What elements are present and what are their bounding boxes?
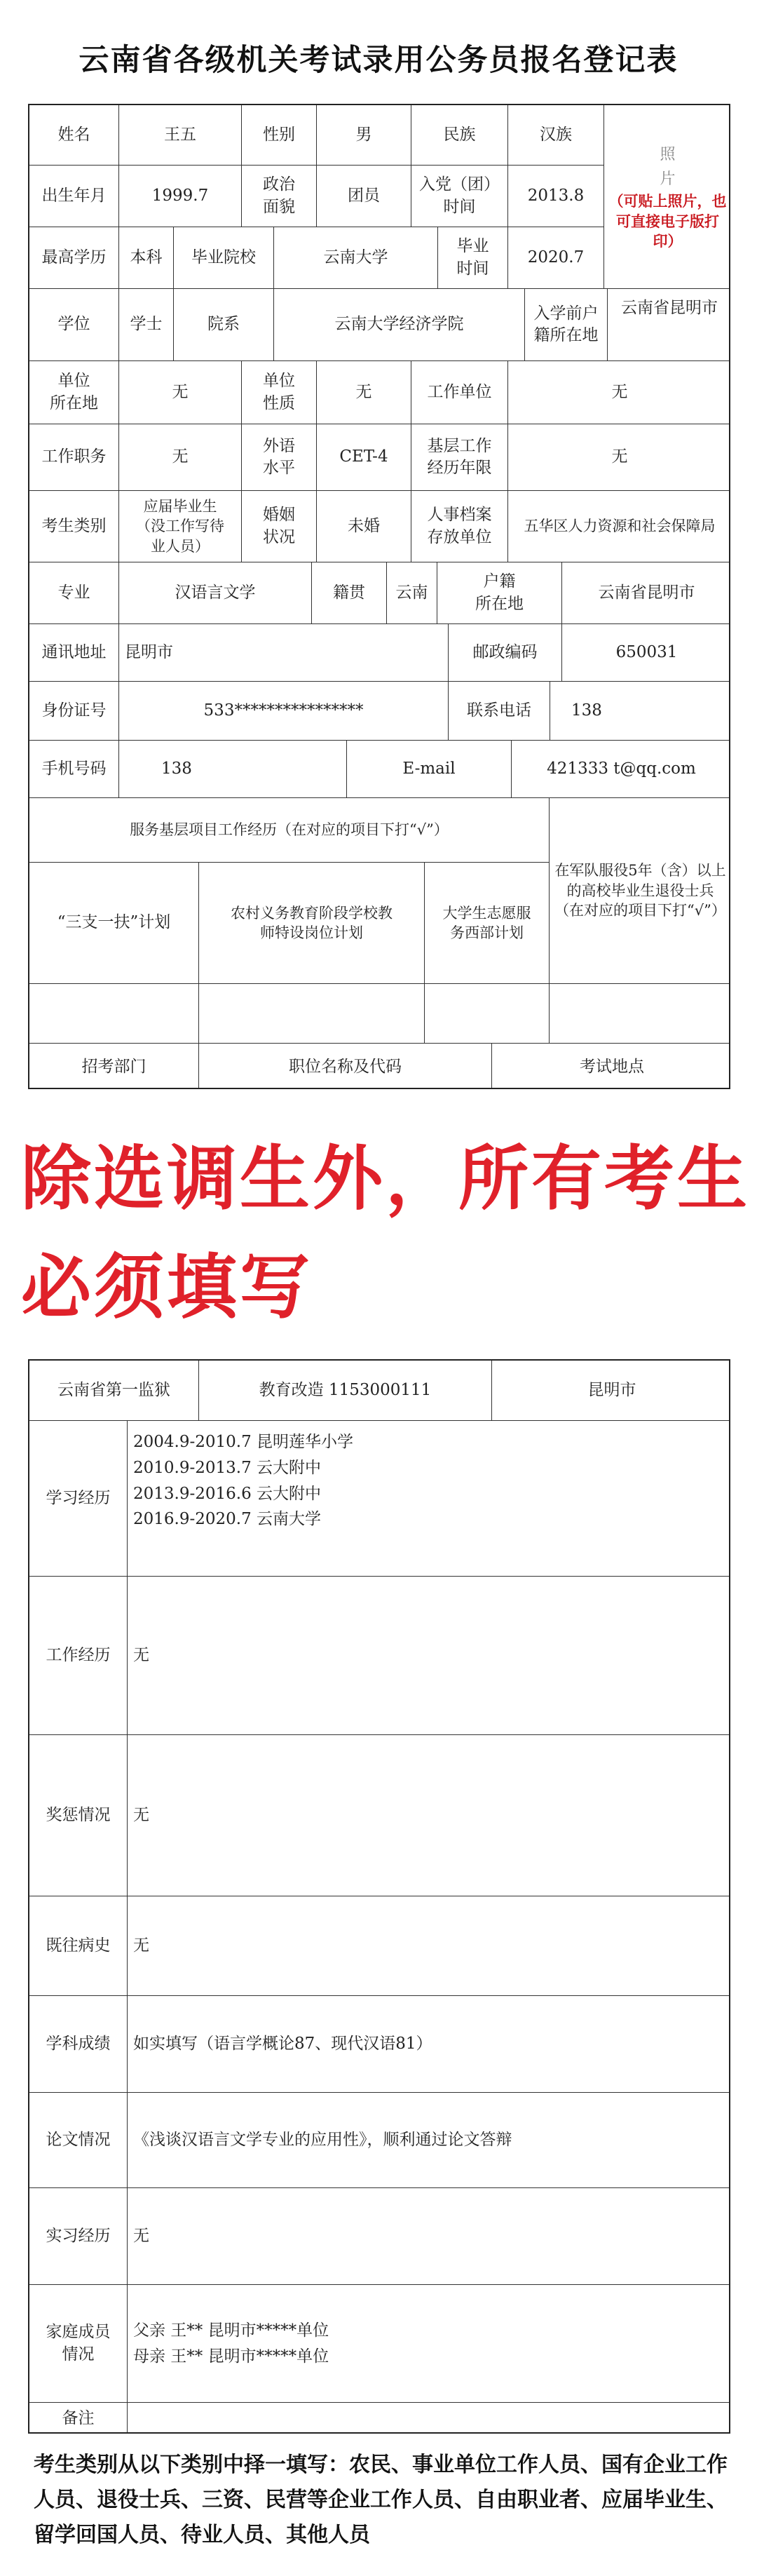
address-label: 通讯地址: [29, 624, 119, 682]
hukou-before-value: 云南省昆明市: [608, 289, 730, 361]
hukou-label: 户籍 所在地: [437, 562, 562, 624]
education-value: 本科: [119, 227, 174, 289]
service-header: 服务基层项目工作经历（在对应的项目下打“√”）: [29, 798, 550, 863]
native-value: 云南: [387, 562, 437, 624]
veteran-check[interactable]: [550, 984, 730, 1044]
work-unit-value: 无: [508, 361, 730, 424]
study-label: 学习经历: [29, 1421, 128, 1577]
mobile-value: 138: [119, 741, 347, 798]
archive-value: 五华区人力资源和社会保障局: [508, 491, 730, 562]
name-value: 王五: [119, 105, 242, 166]
thesis-label: 论文情况: [29, 2093, 128, 2188]
category-note: 考生类别从以下类别中择一填写：农民、事业单位工作人员、国有企业工作人员、退役士兵、三资、民营等企业工作人员、自由职业者、应届毕业生、留学回国人员、待业人员、其他人员: [34, 2453, 728, 2547]
id-value: 533****************: [119, 682, 449, 741]
project-2: 农村义务教育阶段学校教 师特设岗位计划: [199, 863, 425, 984]
school-value: 云南大学: [274, 227, 438, 289]
party-time-value: 2013.8: [508, 166, 604, 227]
study-value: 2004.9-2010.7 昆明莲华小学 2010.9-2013.7 云大附中 2013.9-2016.6 云大附中 2016.9-2020.7 云南大学: [128, 1421, 730, 1577]
photo-box: [604, 105, 730, 289]
mobile-label: 手机号码: [29, 741, 119, 798]
postcode-label: 邮政编码: [449, 624, 562, 682]
registration-form-top: [28, 104, 730, 1089]
exam-dept-label: 招考部门: [29, 1044, 199, 1089]
category-value: 应届毕业生 （没工作写待 业人员）: [119, 491, 242, 562]
family-value: 父亲 王** 昆明市*****单位 母亲 王** 昆明市*****单位: [128, 2285, 730, 2403]
intern-value: 无: [128, 2188, 730, 2285]
phone-label: 联系电话: [449, 682, 550, 741]
email-value: 421333 t@qq.com: [512, 741, 730, 798]
degree-value: 学士: [119, 289, 174, 361]
ethnicity-value: 汉族: [508, 105, 604, 166]
photo-label: 照 片: [660, 145, 676, 188]
phone-value: 138: [550, 682, 730, 741]
major-label: 专业: [29, 562, 119, 624]
dept-label: 院系: [174, 289, 274, 361]
project-1: “三支一扶”计划: [29, 863, 199, 984]
award-value: 无: [128, 1735, 730, 1896]
birth-value: 1999.7: [119, 166, 242, 227]
native-label: 籍贯: [312, 562, 387, 624]
project-1-check[interactable]: [29, 984, 199, 1044]
address-value: 昆明市: [119, 624, 449, 682]
remark-value[interactable]: [128, 2403, 730, 2434]
notice-line-2: 必须填写: [21, 1246, 313, 1328]
hukou-before-label: 入学前户 籍所在地: [525, 289, 608, 361]
project-2-check[interactable]: [199, 984, 425, 1044]
postcode-value: 650031: [562, 624, 730, 682]
intern-label: 实习经历: [29, 2188, 128, 2285]
grades-value: 如实填写（语言学概论87、现代汉语81）: [128, 1996, 730, 2093]
hukou-value: 云南省昆明市: [562, 562, 730, 624]
grassroots-label: 基层工作 经历年限: [411, 424, 508, 491]
grassroots-value: 无: [508, 424, 730, 491]
gender-value: 男: [317, 105, 411, 166]
email-label: E-mail: [347, 741, 512, 798]
language-value: CET-4: [317, 424, 411, 491]
degree-label: 学位: [29, 289, 119, 361]
education-label: 最高学历: [29, 227, 119, 289]
work-place-value: 无: [119, 361, 242, 424]
school-label: 毕业院校: [174, 227, 274, 289]
work-unit-label: 工作单位: [411, 361, 508, 424]
award-label: 奖惩情况: [29, 1735, 128, 1896]
archive-label: 人事档案 存放单位: [411, 491, 508, 562]
position-label: 职位名称及代码: [199, 1044, 492, 1089]
marriage-value: 未婚: [317, 491, 411, 562]
photo-note: （可贴上照片，也可直接电子版打印）: [608, 193, 727, 250]
position-value: 教育改造 1153000111: [199, 1361, 492, 1421]
form-title: 云南省各级机关考试录用公务员报名登记表: [79, 43, 678, 78]
work-nature-value: 无: [317, 361, 411, 424]
work-place-label: 单位 所在地: [29, 361, 119, 424]
gender-label: 性别: [242, 105, 317, 166]
dept-value: 云南大学经济学院: [274, 289, 525, 361]
project-3: 大学生志愿服 务西部计划: [425, 863, 550, 984]
birth-label: 出生年月: [29, 166, 119, 227]
grades-label: 学科成绩: [29, 1996, 128, 2093]
registration-form-bottom: [28, 1359, 730, 2434]
category-label: 考生类别: [29, 491, 119, 562]
grad-time-value: 2020.7: [508, 227, 604, 289]
party-time-label: 入党（团） 时间: [411, 166, 508, 227]
family-label: 家庭成员 情况: [29, 2285, 128, 2403]
politics-value: 团员: [317, 166, 411, 227]
id-label: 身份证号: [29, 682, 119, 741]
exam-place-value: 昆明市: [492, 1361, 730, 1421]
ethnicity-label: 民族: [411, 105, 508, 166]
exam-dept-value: 云南省第一监狱: [29, 1361, 199, 1421]
work-history-value: 无: [128, 1577, 730, 1735]
job-value: 无: [119, 424, 242, 491]
language-label: 外语 水平: [242, 424, 317, 491]
job-label: 工作职务: [29, 424, 119, 491]
politics-label: 政治 面貌: [242, 166, 317, 227]
work-nature-label: 单位 性质: [242, 361, 317, 424]
exam-place-label: 考试地点: [580, 1057, 644, 1076]
notice-line-1: 除选调生外，所有考生: [21, 1138, 750, 1220]
name-label: 姓名: [29, 105, 119, 166]
marriage-label: 婚姻 状况: [242, 491, 317, 562]
remark-label: 备注: [29, 2403, 128, 2434]
grad-time-label: 毕业 时间: [438, 227, 508, 289]
medical-value: 无: [128, 1896, 730, 1996]
project-3-check[interactable]: [425, 984, 550, 1044]
work-history-label: 工作经历: [29, 1577, 128, 1735]
medical-label: 既往病史: [29, 1896, 128, 1996]
thesis-value: 《浅谈汉语言文学专业的应用性》，顺利通过论文答辩: [128, 2093, 730, 2188]
major-value: 汉语言文学: [119, 562, 312, 624]
veteran-header: 在军队服役5年（含）以上的高校毕业生退役士兵（在对应的项目下打“√”）: [550, 798, 730, 984]
